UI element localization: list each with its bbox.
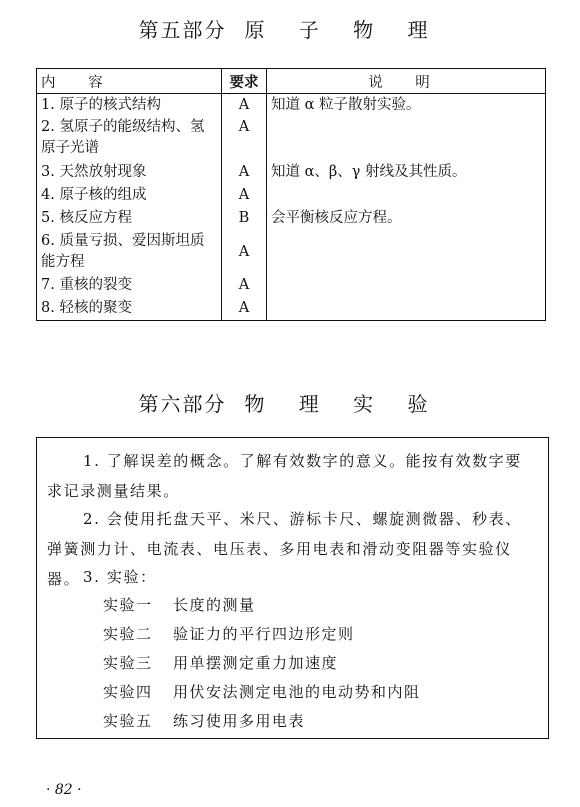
experiment-label: 实验二 <box>103 625 153 643</box>
table-row <box>37 117 546 161</box>
experiment-label: 实验五 <box>103 712 153 730</box>
row-req: A <box>222 274 267 297</box>
row-note: 知道 α 粒子散射实验。 <box>267 94 546 118</box>
list-item <box>103 590 256 620</box>
row-item: 5. 核反应方程 <box>37 207 222 230</box>
row-item: 4. 原子核的组成 <box>37 184 222 207</box>
row-note <box>267 230 546 274</box>
row-note <box>267 274 546 297</box>
experiment-label: 实验三 <box>103 654 153 672</box>
row-note <box>267 297 546 321</box>
header-note: 说 明 <box>267 69 546 94</box>
row-req: A <box>222 161 267 184</box>
experiment-text: 用单摆测定重力加速度 <box>173 654 339 672</box>
row-note <box>267 184 546 207</box>
table-row <box>37 184 546 207</box>
row-req: B <box>222 207 267 230</box>
row-item: 8. 轻核的聚变 <box>37 297 222 321</box>
row-item: 1. 原子的核式结构 <box>37 94 222 118</box>
row-note: 知道 α、β、γ 射线及其性质。 <box>267 161 546 184</box>
row-req: A <box>222 117 267 161</box>
experiment-label: 实验四 <box>103 683 153 701</box>
paragraph-experiments-heading: 3. 实验： <box>83 568 157 586</box>
row-req: A <box>222 94 267 118</box>
part5-title-subject: 原 子 物 理 <box>244 18 442 42</box>
row-note: 会平衡核反应方程。 <box>267 207 546 230</box>
list-item <box>103 706 305 736</box>
experiment-text: 用伏安法测定电池的电动势和内阻 <box>173 683 421 701</box>
table-row <box>37 94 546 118</box>
row-note <box>267 117 546 161</box>
table-row <box>37 297 546 321</box>
list-item <box>103 648 338 678</box>
header-content: 内 容 <box>37 69 222 94</box>
paragraph-instruments: 2. 会使用托盘天平、米尺、游标卡尺、螺旋测微器、秒表、弹簧测力计、电流表、电压表、多用电表和滑动变阻器等实验仪器。 <box>47 510 522 588</box>
table-row <box>37 230 546 274</box>
list-item <box>103 677 421 707</box>
header-requirement: 要求 <box>222 69 267 94</box>
table-row <box>37 207 546 230</box>
requirements-table <box>36 68 546 321</box>
table-row <box>37 161 546 184</box>
table-row <box>37 274 546 297</box>
experiment-text: 验证力的平行四边形定则 <box>173 625 355 643</box>
table-header-row <box>37 69 546 94</box>
part6-title-label: 第六部分 <box>138 392 227 416</box>
row-item: 3. 天然放射现象 <box>37 161 222 184</box>
row-item: 2. 氢原子的能级结构、氢原子光谱 <box>37 117 222 161</box>
experiment-text: 练习使用多用电表 <box>173 712 306 730</box>
row-item: 7. 重核的裂变 <box>37 274 222 297</box>
part6-title <box>0 388 580 417</box>
experiment-label: 实验一 <box>103 596 153 614</box>
row-item: 6. 质量亏损、爱因斯坦质能方程 <box>37 230 222 274</box>
paragraph-error-concept: 1. 了解误差的概念。了解有效数字的意义。能按有效数字要求记录测量结果。 <box>47 452 522 500</box>
row-req: A <box>222 297 267 321</box>
part5-title <box>0 14 580 43</box>
row-req: A <box>222 230 267 274</box>
list-item <box>103 619 355 649</box>
row-req: A <box>222 184 267 207</box>
part5-title-label: 第五部分 <box>138 18 227 42</box>
part6-title-subject: 物 理 实 验 <box>244 392 442 416</box>
experiment-text: 长度的测量 <box>173 596 256 614</box>
experiment-requirements-box <box>36 437 549 739</box>
page-number: · 82 · <box>46 782 82 798</box>
